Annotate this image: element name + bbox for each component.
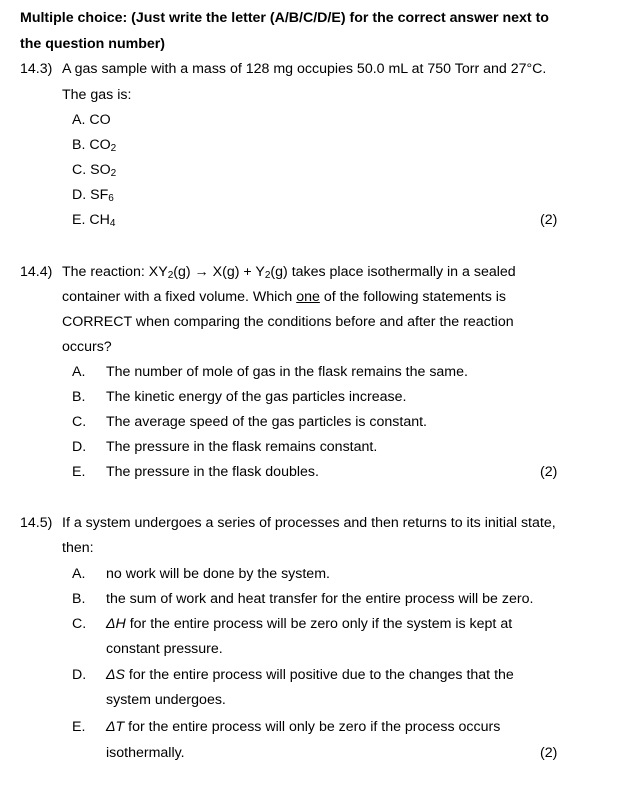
option-subscript: 2: [110, 168, 117, 179]
q145-option-c-text-line-1: [106, 614, 512, 634]
q145-option-a-letter: A.: [72, 566, 86, 582]
q145-option-b-letter: B.: [72, 591, 86, 607]
q145-option-c-letter: C.: [72, 616, 87, 632]
q145-option-a-text: no work will be done by the system.: [106, 566, 330, 582]
q145-number: 14.5): [20, 515, 53, 531]
q145-stem-line-1: If a system undergoes a series of processes and then returns to its initial state,: [62, 515, 556, 531]
delta-s-symbol: ΔS: [106, 667, 125, 683]
option-text: CO: [89, 137, 111, 153]
option-text: SF: [90, 187, 109, 203]
q143-option-c: [72, 160, 116, 180]
q144-option-b-letter: B.: [72, 389, 86, 405]
q144-stem-line-3: CORRECT when comparing the conditions before and after the reaction: [62, 314, 514, 330]
q145-option-e-letter: E.: [72, 719, 86, 735]
instructions-line-2: the question number): [20, 36, 166, 52]
option-text: CH: [89, 212, 110, 228]
q144-option-e-letter: E.: [72, 464, 86, 480]
instructions-line-1: Multiple choice: (Just write the letter (A/B/C/D/E) for the correct answer next to: [20, 10, 549, 26]
q143-number: 14.3): [20, 61, 53, 77]
stem-text: container with a fixed volume. Which: [62, 289, 297, 305]
option-subscript: 2: [110, 143, 117, 154]
q143-option-e: [72, 210, 115, 230]
q144-stem-line-4: occurs?: [62, 339, 112, 355]
option-letter: D.: [72, 187, 87, 203]
option-text: for the entire process will only be zero if the process occurs: [124, 719, 501, 735]
delta-t-symbol: ΔT: [106, 719, 125, 735]
option-letter: E.: [72, 212, 86, 228]
option-text: SO: [90, 162, 111, 178]
q143-stem-line-2: The gas is:: [62, 87, 132, 103]
subscript: 2: [264, 270, 271, 281]
q144-option-e-text: The pressure in the flask doubles.: [106, 464, 319, 480]
option-letter: A.: [72, 112, 86, 128]
q143-option-b: [72, 135, 116, 155]
underlined-word: one: [296, 289, 320, 305]
q144-option-a-letter: A.: [72, 364, 86, 380]
q145-option-b-text: the sum of work and heat transfer for the entire process will be zero.: [106, 591, 534, 607]
q145-option-e-text-line-1: [106, 717, 500, 737]
option-subscript: 6: [108, 193, 114, 204]
q145-option-d-text-line-1: [106, 665, 514, 685]
q145-option-c-text-line-2: constant pressure.: [106, 641, 223, 657]
q145-option-e-text-line-2: isothermally.: [106, 745, 185, 761]
q144-option-c-text: The average speed of the gas particles is constant.: [106, 414, 427, 430]
q145-option-d-text-line-2: system undergoes.: [106, 692, 226, 708]
q144-option-a-text: The number of mole of gas in the flask remains the same.: [106, 364, 468, 380]
option-text: CO: [89, 112, 111, 128]
q144-option-d-letter: D.: [72, 439, 87, 455]
option-text: for the entire process will be zero only if the system is kept at: [125, 616, 513, 632]
q143-option-a: [72, 110, 111, 130]
q143-marks: (2): [540, 212, 558, 228]
q145-option-d-letter: D.: [72, 667, 87, 683]
q144-stem-line-2: [62, 287, 506, 307]
q143-option-d: [72, 185, 114, 205]
stem-text: (g) takes place isothermally in a sealed: [270, 264, 516, 280]
option-subscript: 4: [109, 218, 116, 229]
q144-option-d-text: The pressure in the flask remains constant.: [106, 439, 378, 455]
subscript: 2: [167, 270, 174, 281]
delta-h-symbol: ΔH: [106, 616, 126, 632]
q143-stem-line-1: A gas sample with a mass of 128 mg occupies 50.0 mL at 750 Torr and 27°C.: [62, 61, 547, 77]
q144-option-c-letter: C.: [72, 414, 87, 430]
q144-stem-line-1: [62, 262, 516, 282]
stem-text: of the following statements is: [319, 289, 506, 305]
stem-text: The reaction: XY: [62, 264, 168, 280]
option-letter: B.: [72, 137, 86, 153]
q145-stem-line-2: then:: [62, 540, 94, 556]
q144-marks: (2): [540, 464, 558, 480]
q145-marks: (2): [540, 745, 558, 761]
option-letter: C.: [72, 162, 87, 178]
stem-text: (g) → X(g) + Y: [173, 264, 265, 280]
q144-option-b-text: The kinetic energy of the gas particles increase.: [106, 389, 407, 405]
option-text: for the entire process will positive due to the changes that the: [124, 667, 514, 683]
q144-number: 14.4): [20, 264, 53, 280]
